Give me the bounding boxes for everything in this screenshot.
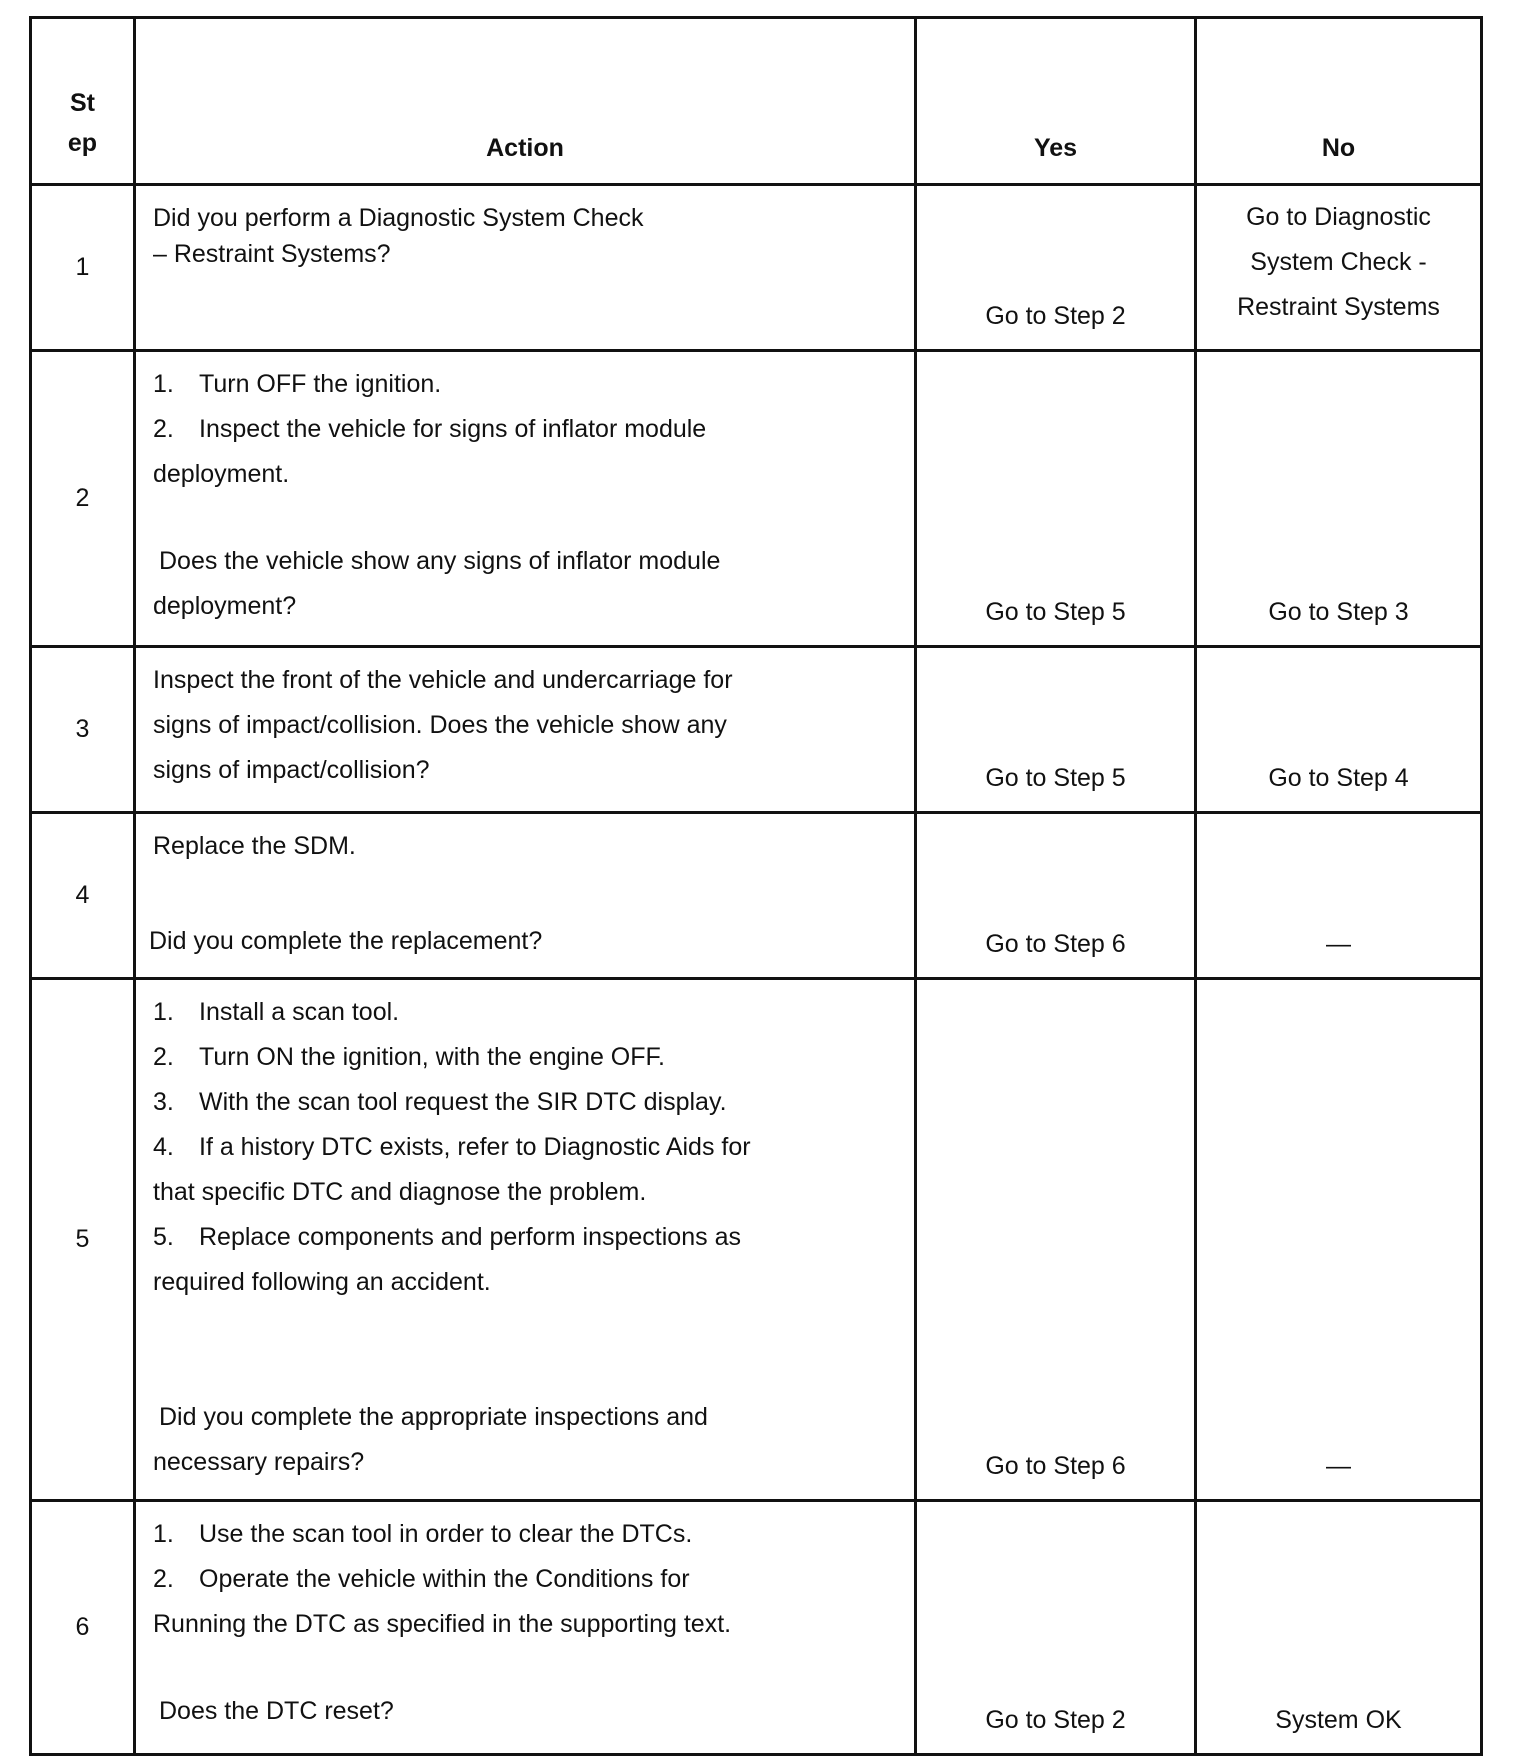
action-cell: Replace the SDM. Did you complete the replacement? — [135, 813, 916, 979]
header-no: No — [1196, 18, 1482, 185]
yes-cell: Go to Step 6 — [916, 813, 1196, 979]
no-cell: Go to Step 3 — [1196, 351, 1482, 647]
yes-cell: Go to Step 5 — [916, 351, 1196, 647]
header-row — [31, 18, 1482, 185]
step-number: 3 — [31, 647, 135, 813]
action-cell: Did you perform a Diagnostic System Check – Restraint Systems? — [135, 185, 916, 351]
header-step: St ep — [31, 18, 135, 185]
list-item: 2. Inspect the vehicle for signs of inflator module — [153, 415, 707, 443]
list-item: 1. Turn OFF the ignition. — [153, 370, 442, 398]
table-row-step-1 — [31, 185, 1482, 351]
yes-cell: Go to Step 6 — [916, 979, 1196, 1501]
table-row-step-5 — [31, 979, 1482, 1501]
step-number: 6 — [31, 1501, 135, 1755]
list-item: 2. Operate the vehicle within the Conditions for — [153, 1565, 690, 1593]
yes-cell: Go to Step 2 — [916, 185, 1196, 351]
table-row-step-4 — [31, 813, 1482, 979]
list-item: 3. With the scan tool request the SIR DTC display. — [153, 1088, 727, 1116]
yes-cell: Go to Step 5 — [916, 647, 1196, 813]
list-item: 2. Turn ON the ignition, with the engine OFF. — [153, 1043, 665, 1071]
yes-cell: Go to Step 2 — [916, 1501, 1196, 1755]
table-row-step-3 — [31, 647, 1482, 813]
no-cell: — — [1196, 813, 1482, 979]
step-number: 2 — [31, 351, 135, 647]
step-number: 5 — [31, 979, 135, 1501]
action-cell: 1. Turn OFF the ignition. 2. Inspect the vehicle for signs of inflator module deployment. Does the vehicle show any signs of inflator module deployment? — [135, 351, 916, 647]
action-cell: Inspect the front of the vehicle and undercarriage for signs of impact/collision. Does the vehicle show any signs of impact/collision? — [135, 647, 916, 813]
list-item: 4. If a history DTC exists, refer to Diagnostic Aids for — [153, 1133, 751, 1161]
header-action: Action — [135, 18, 916, 185]
no-cell: Go to Step 4 — [1196, 647, 1482, 813]
list-item: 1. Install a scan tool. — [153, 998, 400, 1026]
list-item: 5. Replace components and perform inspections as — [153, 1223, 741, 1251]
list-item: 1. Use the scan tool in order to clear the DTCs. — [153, 1520, 693, 1548]
diagnostic-table — [29, 16, 1483, 1756]
step-number: 4 — [31, 813, 135, 979]
table-row-step-6 — [31, 1501, 1482, 1755]
no-cell: Go to Diagnostic System Check - Restraint Systems — [1196, 185, 1482, 351]
no-cell: — — [1196, 979, 1482, 1501]
no-cell: System OK — [1196, 1501, 1482, 1755]
action-cell: 1. Use the scan tool in order to clear the DTCs. 2. Operate the vehicle within the Conditions for Running the DTC as specified in the supporting text. Does the DTC reset? — [135, 1501, 916, 1755]
action-cell: 1. Install a scan tool. 2. Turn ON the ignition, with the engine OFF. 3. With the scan tool request the SIR DTC display. 4. If a history DTC exists, refer to Diagnostic Aids for that specific DTC and diagnose the problem. 5. Replace components and perform inspections as required following an accident. Did you complete the appropriate inspections and necessary repairs? — [135, 979, 916, 1501]
table-row-step-2 — [31, 351, 1482, 647]
header-yes: Yes — [916, 18, 1196, 185]
step-number: 1 — [31, 185, 135, 351]
